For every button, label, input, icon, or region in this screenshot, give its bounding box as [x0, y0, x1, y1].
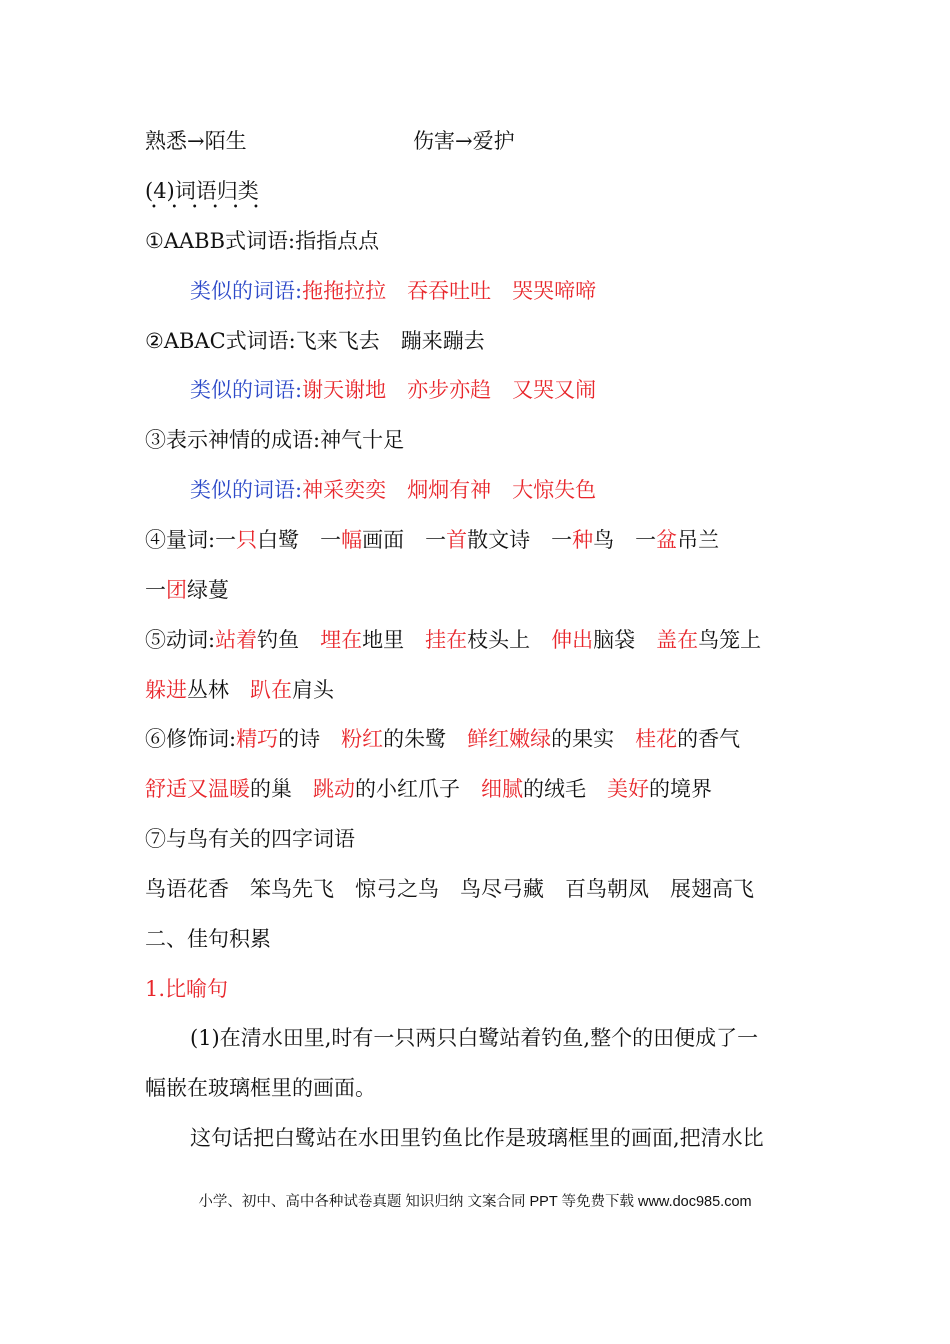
- item-4-line-1: [145, 526, 719, 554]
- similar-label: 类似的词语:: [190, 478, 303, 502]
- item-6-label: ⑥修饰词:: [145, 727, 237, 751]
- modifier-phrase: 粉红的朱鹭: [341, 727, 447, 751]
- sentence-1-line-1: (1)在清水田里,时有一只两只白鹭站着钓鱼,整个的田便成了一: [190, 1026, 759, 1050]
- idiom: 展翅高飞: [670, 877, 754, 901]
- measure-phrase: 一只白鹭: [215, 528, 300, 552]
- modifier-phrase: 鲜红嫩绿的果实: [467, 727, 615, 751]
- item-1-similar: [190, 277, 596, 305]
- modifier-phrase: 桂花的香气: [635, 727, 741, 751]
- idiom: 惊弓之鸟: [355, 877, 439, 901]
- section-2-title: 二、佳句积累: [145, 927, 271, 951]
- item-2-similar: [190, 376, 596, 404]
- item-2-label: ②ABAC式词语:飞来飞去 蹦来蹦去: [145, 329, 485, 353]
- item-5-line-2: [145, 676, 334, 704]
- antonym-left: 熟悉→陌生: [145, 129, 247, 153]
- modifier-phrase: 美好的境界: [607, 777, 712, 801]
- item-4-label: ④量词:: [145, 528, 216, 552]
- similar-word: 亦步亦趋: [407, 378, 492, 402]
- explanation-line: 这句话把白鹭站在水田里钓鱼比作是玻璃框里的画面,把清水比: [190, 1126, 764, 1150]
- measure-phrase: 一首散文诗: [425, 528, 531, 552]
- measure-phrase: 一团绿蔓: [145, 578, 229, 602]
- antonym-right: 伤害→爱护: [413, 129, 515, 153]
- verb-phrase: 躲进丛林: [145, 678, 229, 702]
- similar-word: 拖拖拉拉: [302, 279, 387, 303]
- idiom: 鸟语花香: [145, 877, 229, 901]
- similar-label: 类似的词语:: [190, 279, 303, 303]
- item-3-label: ③表示神情的成语:神气十足: [145, 428, 405, 452]
- subsection-1-title: 1.比喻句: [145, 977, 229, 1001]
- section-4-title: [145, 177, 274, 213]
- modifier-phrase: 舒适又温暖的巢: [145, 777, 292, 801]
- similar-word: 神采奕奕: [302, 478, 387, 502]
- verb-phrase: 埋在地里: [320, 628, 405, 652]
- item-1-label: ①AABB式词语:指指点点: [145, 229, 380, 253]
- verb-phrase: 盖在鸟笼上: [656, 628, 762, 652]
- similar-word: 大惊失色: [512, 478, 597, 502]
- verb-phrase: 伸出脑袋: [551, 628, 636, 652]
- modifier-phrase: 精巧的诗: [236, 727, 321, 751]
- modifier-phrase: 细腻的绒毛: [481, 777, 586, 801]
- modifier-phrase: 跳动的小红爪子: [313, 777, 460, 801]
- idiom: 鸟尽弓藏: [460, 877, 544, 901]
- similar-word: 又哭又闹: [512, 378, 597, 402]
- similar-word: 谢天谢地: [302, 378, 387, 402]
- similar-label: 类似的词语:: [190, 378, 303, 402]
- verb-phrase: 站着钓鱼: [215, 628, 300, 652]
- idiom: 百鸟朝凤: [565, 877, 649, 901]
- section-4-title-wrapper: [145, 177, 274, 213]
- idiom: 笨鸟先飞: [250, 877, 334, 901]
- item-7-words: [145, 875, 754, 903]
- emphasis-dots: ••••••: [151, 202, 274, 213]
- item-5-line-1: [145, 626, 761, 654]
- item-6-line-2: [145, 775, 712, 803]
- page-footer: 小学、初中、高中各种试卷真题 知识归纳 文案合同 PPT 等免费下载 www.doc985.com: [198, 1194, 752, 1210]
- similar-word: 吞吞吐吐: [407, 279, 492, 303]
- section-4-title-text: (4)词语归类: [145, 179, 259, 203]
- antonym-line: [145, 127, 515, 155]
- item-7-label: ⑦与鸟有关的四字词语: [145, 827, 355, 851]
- verb-phrase: 挂在枝头上: [425, 628, 531, 652]
- measure-phrase: 一盆吊兰: [635, 528, 720, 552]
- measure-phrase: 一幅画面: [320, 528, 405, 552]
- measure-phrase: 一种鸟: [551, 528, 615, 552]
- similar-word: 哭哭啼啼: [512, 279, 597, 303]
- verb-phrase: 趴在肩头: [250, 678, 334, 702]
- item-5-label: ⑤动词:: [145, 628, 216, 652]
- item-3-similar: [190, 476, 596, 504]
- item-4-line-2: [145, 576, 229, 604]
- sentence-1-line-2: 幅嵌在玻璃框里的画面。: [145, 1076, 376, 1100]
- item-6-line-1: [145, 725, 740, 753]
- similar-word: 炯炯有神: [407, 478, 492, 502]
